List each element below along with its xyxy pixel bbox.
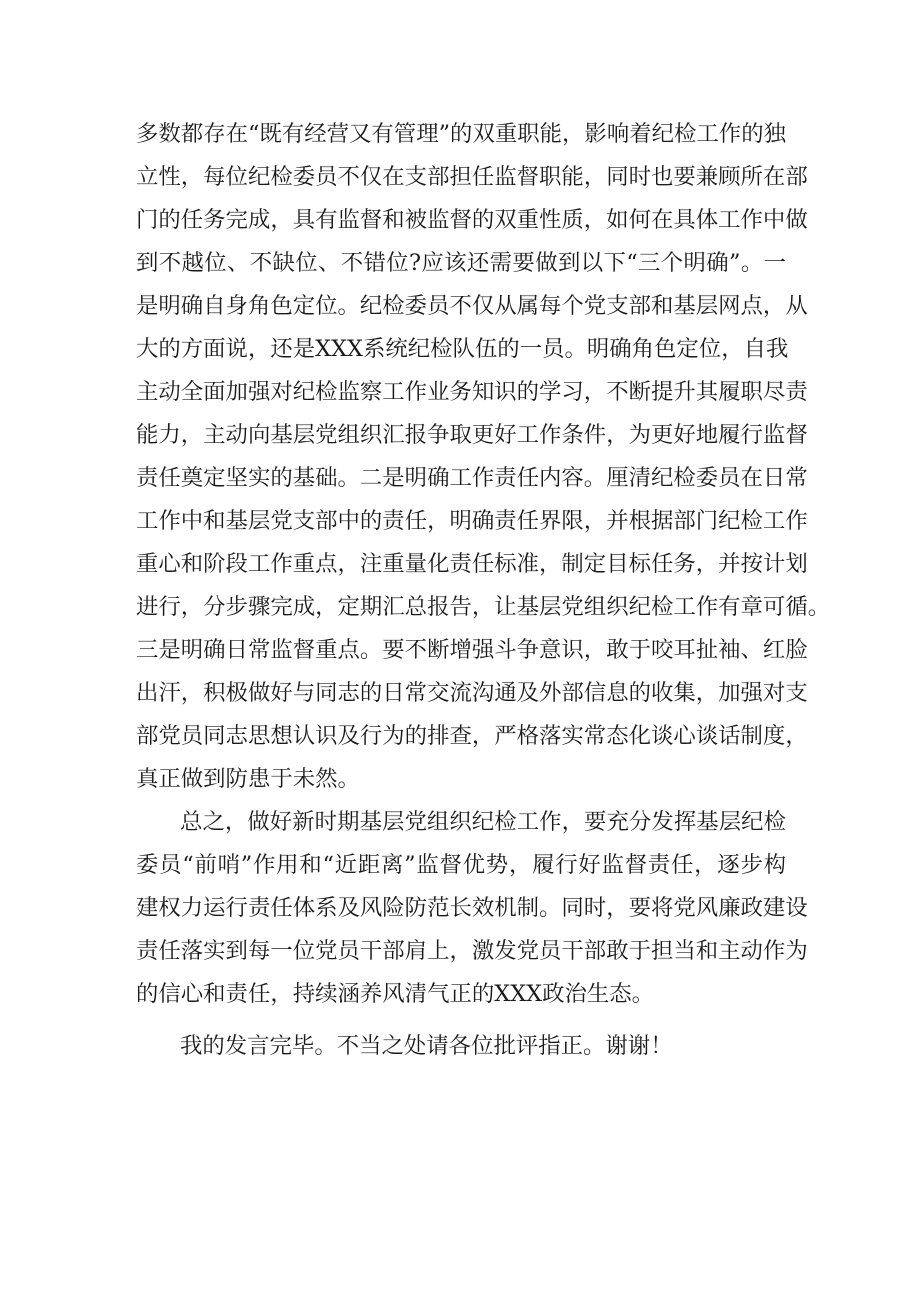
text-line: 是明确自身角色定位。纪检委员不仅从属每个党支部和基层网点，从	[136, 293, 808, 319]
text-line: 的信心和责任，持续涵养风清气正的XXX政治生态。	[136, 981, 655, 1007]
text-line: 建权力运行责任体系及风险防范长效机制。同时，要将党风廉政建设	[136, 895, 808, 921]
text-line: 真正做到防患于未然。	[136, 766, 360, 792]
text-line: 责任落实到每一位党员干部肩上，激发党员干部敢于担当和主动作为	[136, 938, 808, 964]
text-line: 重心和阶段工作重点，注重量化责任标准，制定目标任务，并按计划	[136, 551, 808, 577]
text-line: 出汗，积极做好与同志的日常交流沟通及外部信息的收集，加强对支	[136, 680, 808, 706]
text-line: 总之，做好新时期基层党组织纪检工作，要充分发挥基层纪检	[180, 809, 786, 835]
text-line: 部党员同志思想认识及行为的排查，严格落实常态化谈心谈话制度，	[136, 723, 808, 749]
text-line: 门的任务完成，具有监督和被监督的双重性质，如何在具体工作中做	[136, 207, 808, 233]
text-line: 能力，主动向基层党组织汇报争取更好工作条件，为更好地履行监督	[136, 422, 808, 448]
text-line: 三是明确日常监督重点。要不断增强斗争意识，敢于咬耳扯袖、红脸	[136, 637, 808, 663]
text-line: 责任奠定坚实的基础。二是明确工作责任内容。厘清纪检委员在日常	[136, 465, 808, 491]
text-line: 我的发言完毕。不当之处请各位批评指正。谢谢！	[180, 1033, 673, 1059]
text-line: 多数都存在“既有经营又有管理”的双重职能，影响着纪检工作的独	[136, 121, 786, 147]
text-line: 工作中和基层党支部中的责任，明确责任界限，并根据部门纪检工作	[136, 508, 808, 534]
text-line: 进行，分步骤完成，定期汇总报告，让基层党组织纪检工作有章可循。	[136, 594, 831, 620]
text-line: 大的方面说，还是XXX系统纪检队伍的一员。明确角色定位，自我	[136, 336, 789, 362]
text-line: 立性，每位纪检委员不仅在支部担任监督职能，同时也要兼顾所在部	[136, 164, 808, 190]
text-line: 到不越位、不缺位、不错位?应该还需要做到以下“三个明确”。一	[136, 250, 786, 276]
text-line: 主动全面加强对纪检监察工作业务知识的学习，不断提升其履职尽责	[136, 379, 808, 405]
text-line: 委员“前哨”作用和“近距离”监督优势，履行好监督责任，逐步构	[136, 852, 786, 878]
